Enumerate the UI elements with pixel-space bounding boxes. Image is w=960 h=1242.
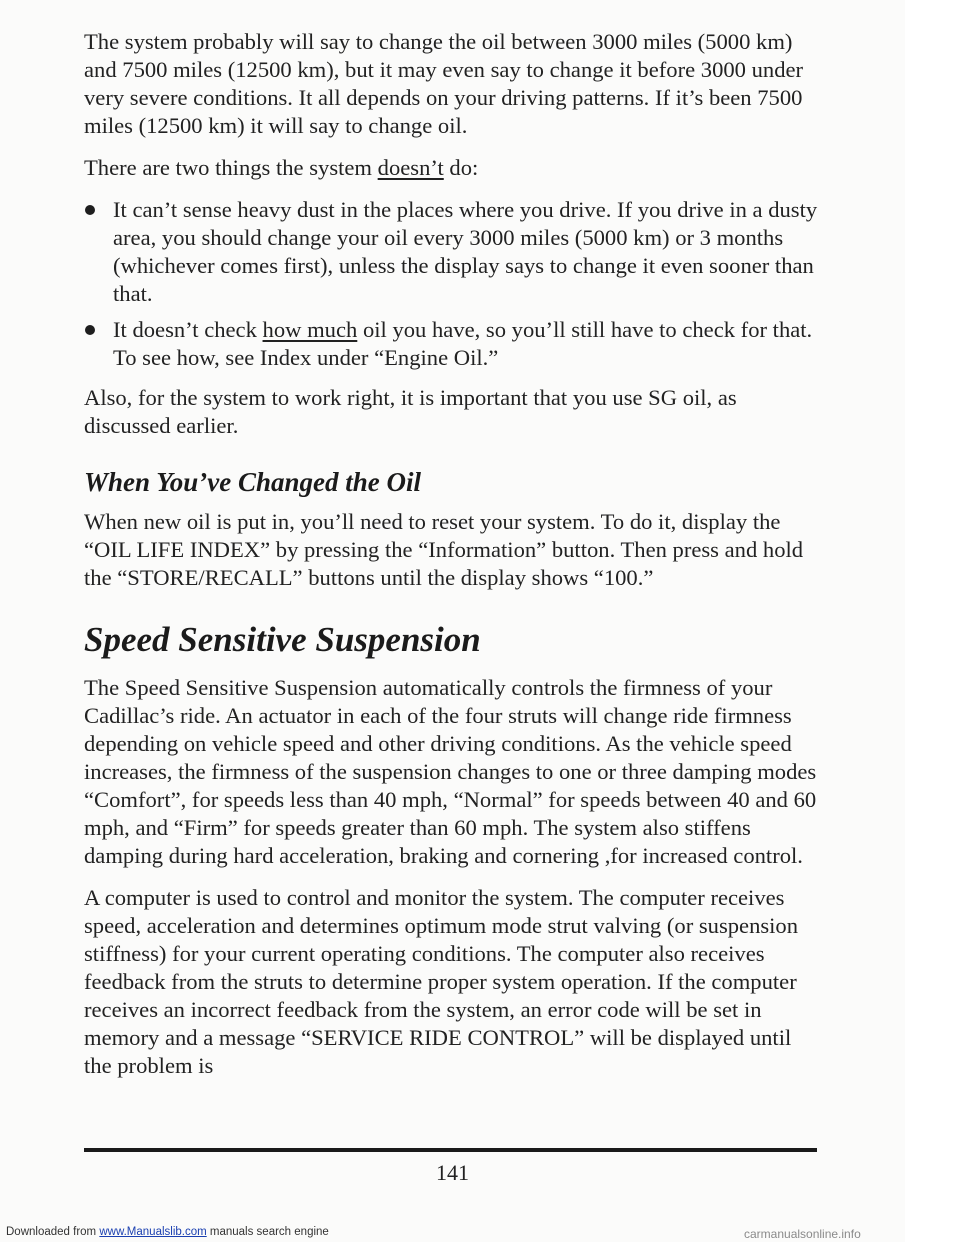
- paragraph-suspension-computer: A computer is used to control and monitor the system. The computer receives speed, acceleration and determines optimum mode strut valving (or suspension stiffness) for your current operating conditions. The computer also receives feedback from the struts to determine proper system operation. If the computer receives an incorrect feedback from the system, an error code will be set in memory and a message “SERVICE RIDE CONTROL” will be displayed until the problem is: [84, 885, 799, 1078]
- paragraph-oil-change-interval: The system probably will say to change the oil between 3000 miles (5000 km) and 7500 miles (12500 km), but it may even say to change it before 3000 under very severe conditions. It all depends on your driving patterns. If it’s been 7500 miles (12500 km) it will say to change oil.: [84, 29, 804, 138]
- limitations-list: [84, 196, 824, 372]
- bullet-icon: [85, 205, 95, 215]
- paragraph-suspension-description: The Speed Sensitive Suspension automatically controls the firmness of your Cadillac’s ride. An actuator in each of the four struts will change ride firmness depending on vehicle speed and other driving conditions. As the vehicle speed increases, the firmness of the suspension changes to one or three damping modes “Comfort”, for speeds less than 40 mph, “Normal” for speeds between 40 and 60 mph, and “Firm” for speeds greater than 60 mph. The system also stiffens damping during hard acceleration, braking and cornering ,for increased control.: [84, 675, 817, 868]
- section-heading-suspension: Speed Sensitive Suspension: [84, 620, 481, 659]
- list-item: It can’t sense heavy dust in the places where you drive. If you drive in a dusty area, you should change your oil every 3000 miles (5000 km) or 3 months (whichever comes first), unless the display says to change it even sooner than that.: [84, 196, 824, 308]
- paragraph-system-limitations-intro: There are two things the system doesn’t do:: [84, 155, 479, 180]
- watermark: carmanualsonline.info: [744, 1227, 861, 1241]
- download-footer: Downloaded from www.Manualslib.com manuals search engine: [6, 1226, 329, 1238]
- footer-rule: [84, 1148, 817, 1152]
- emphasis-doesnt: doesn’t: [377, 155, 444, 180]
- bullet-icon: [85, 325, 95, 335]
- subheading-changed-oil: When You’ve Changed the Oil: [84, 467, 422, 497]
- page-margin: [905, 0, 960, 1242]
- page-content: [84, 28, 824, 1094]
- manualslib-link[interactable]: www.Manualslib.com: [99, 1226, 207, 1238]
- page-number: 141: [436, 1160, 469, 1185]
- emphasis-how-much: how much: [262, 317, 358, 342]
- paragraph-sg-oil: Also, for the system to work right, it is important that you use SG oil, as discussed earlier.: [84, 385, 737, 438]
- paragraph-reset-system: When new oil is put in, you’ll need to reset your system. To do it, display the “OIL LIFE INDEX” by pressing the “Information” button. Then press and hold the “STORE/RECALL” buttons until the display shows “100.”: [84, 509, 804, 590]
- list-item: It doesn’t check how much oil you have, so you’ll still have to check for that. To see how, see Index under “Engine Oil.”: [84, 316, 824, 372]
